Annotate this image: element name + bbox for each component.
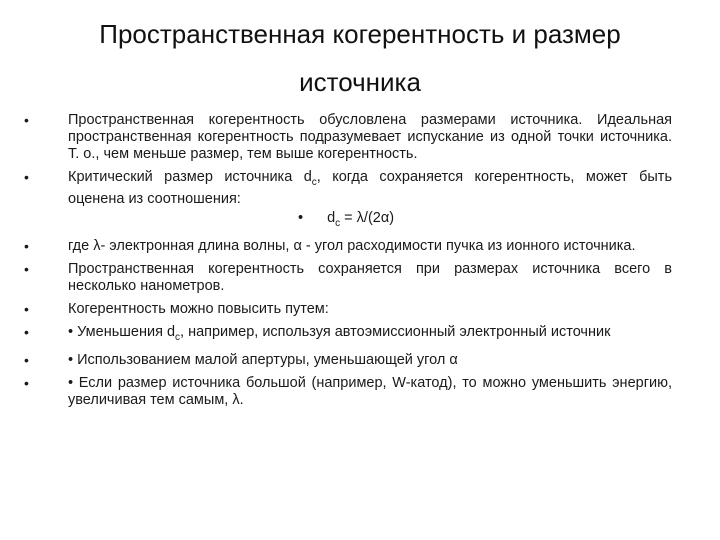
bullet-text: • Если размер источника большой (например, W-катод), то можно уменьшить энергию, увеличивая тем самым, λ. bbox=[68, 374, 672, 408]
formula-bullet: • bbox=[298, 209, 304, 226]
bullet-text: , когда сохраняется когерентность, может быть оценена из соотношения: bbox=[68, 169, 672, 207]
formula-subscript: c bbox=[335, 217, 341, 229]
bullet-item bbox=[68, 375, 672, 409]
formula-expression: = λ/(2α) bbox=[340, 209, 395, 226]
bullet-list bbox=[68, 112, 672, 415]
bullet-text: Когерентность можно повысить путем: bbox=[68, 300, 329, 317]
bullet-item bbox=[68, 112, 672, 163]
formula bbox=[68, 210, 672, 232]
slide-title: Пространственная когерентность и размер источника bbox=[99, 19, 621, 97]
bullet-item bbox=[68, 352, 672, 369]
bullet-text: Пространственная когерентность сохраняется при размерах источника всего в несколько нанометров. bbox=[68, 260, 672, 294]
bullet-item bbox=[68, 261, 672, 295]
bullet-text: • Уменьшения d bbox=[68, 323, 176, 340]
bullet-item bbox=[68, 324, 672, 346]
bullet-text: Пространственная когерентность обусловлена размерами источника. Идеальная пространственная когерентность подразумевает испускание из одной точки источника. Т. о., чем меньше размер, тем выше когерентность. bbox=[68, 112, 672, 162]
subscript: c bbox=[311, 176, 317, 188]
bullet-text: где λ- электронная длина волны, α - угол расходимости пучка из ионного источника. bbox=[68, 237, 636, 254]
subscript: c bbox=[175, 331, 181, 343]
bullet-text: , например, используя автоэмиссионный электронный источник bbox=[180, 323, 611, 340]
bullet-text: Критический размер источника d bbox=[68, 169, 312, 185]
bullet-item bbox=[68, 169, 672, 232]
formula-symbol: d bbox=[327, 209, 336, 226]
bullet-text: • Использованием малой апертуры, уменьшающей угол α bbox=[68, 351, 458, 368]
bullet-item bbox=[68, 238, 672, 255]
bullet-item bbox=[68, 301, 672, 318]
